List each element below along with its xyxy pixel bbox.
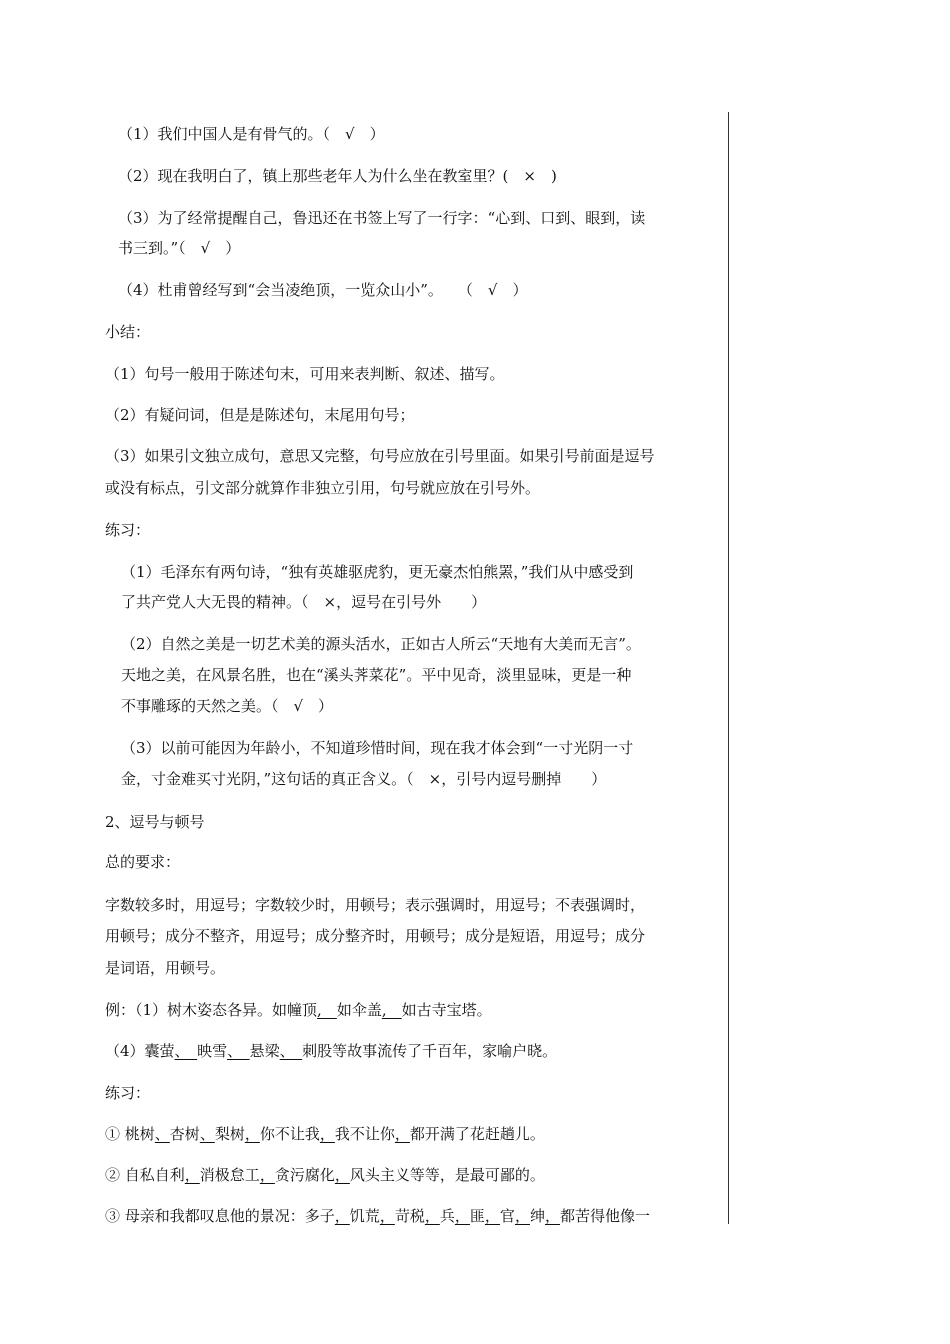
q3-mark: ， — [544, 1207, 560, 1225]
p1-ex2-line3: 不事雕琢的天然之美。（ √ ） — [121, 697, 334, 715]
summary-item-3-line1: （3）如果引文独立成句，意思又完整，句号应放在引号里面。如果引号前面是逗号 — [105, 447, 655, 465]
p1-ex1-line2: 了共产党人大无畏的精神。（ ×，逗号在引号外 ） — [121, 593, 487, 611]
p2-question-1 — [105, 1124, 545, 1144]
practice2-label: 练习： — [105, 1084, 151, 1102]
s1-item-3-line1: （3）为了经常提醒自己，鲁迅还在书签上写了一行字：“心到、口到、眼到，读 — [118, 209, 646, 227]
ex4-text-a: （4）囊萤 — [105, 1042, 175, 1060]
practice1-label: 练习： — [105, 521, 151, 539]
ex1-blank-1: , — [317, 1001, 337, 1019]
p1-ex2-line2: 天地之美，在风景名胜，也在“溪头荠菜花”。平中见奇，淡里显味，更是一种 — [121, 666, 632, 684]
q3-seg: 官 — [499, 1207, 515, 1225]
ex4-blank-1: 、 — [174, 1042, 198, 1060]
summary-item-2: （2）有疑问词，但是是陈述句，末尾用句号； — [105, 406, 415, 424]
q1-seg: 杏树 — [169, 1125, 200, 1143]
q3-seg: 都苦得他像一 — [559, 1207, 650, 1225]
ex4-blank-2: 、 — [227, 1042, 250, 1060]
q3-seg: ③ 母亲和我都叹息他的景况：多子 — [105, 1207, 335, 1225]
q1-mark: 、 — [199, 1125, 215, 1143]
summary-item-1: （1）句号一般用于陈述句末，可用来表判断、叙述、描写。 — [105, 365, 505, 383]
ex1-text-c: 如伞盖 — [336, 1001, 382, 1019]
q1-mark: ， — [319, 1125, 335, 1143]
requirements-line2: 用顿号；成分不整齐，用逗号；成分整齐时，用顿号；成分是短语，用逗号；成分 — [105, 927, 646, 945]
q1-seg: 梨树 — [214, 1125, 245, 1143]
q3-seg: 苛税 — [394, 1207, 425, 1225]
q3-mark: ， — [334, 1207, 350, 1225]
ex4-text-g: 刺股等故事流传了千百年，家喻户晓。 — [302, 1042, 558, 1060]
q2-mark: ， — [334, 1166, 350, 1184]
q1-seg: 你不让我 — [259, 1125, 320, 1143]
q3-seg: 饥荒 — [349, 1207, 380, 1225]
q2-mark: ， — [259, 1166, 275, 1184]
q2-mark: ， — [184, 1166, 200, 1184]
s1-item-3-line2: 书三到。”（ √ ） — [118, 239, 241, 257]
requirements-label: 总的要求： — [105, 853, 181, 871]
q2-seg: 风头主义等等，是最可鄙的。 — [349, 1166, 545, 1184]
p1-ex1-line1: （1）毛泽东有两句诗，“独有英雄驱虎豹，更无豪杰怕熊罴，”我们从中感受到 — [121, 563, 634, 581]
ex1-blank-2: , — [381, 1001, 402, 1019]
q3-seg: 绅 — [529, 1207, 545, 1225]
s1-item-1: （1）我们中国人是有骨气的。（ √ ） — [118, 125, 385, 143]
p1-ex2-line1: （2）自然之美是一切艺术美的源头活水，正如古人所云“天地有大美而无言”。 — [121, 635, 641, 653]
p1-ex3-line2: 金，寸金难买寸光阴，”这句话的真正含义。（ ×，引号内逗号删掉 ） — [121, 770, 607, 788]
q1-seg: 都开满了花赶趟儿。 — [409, 1125, 545, 1143]
q2-seg: ② 自私自利 — [105, 1166, 185, 1184]
requirements-line3: 是词语，用顿号。 — [105, 959, 226, 977]
q3-mark: ， — [514, 1207, 530, 1225]
summary-label: 小结： — [105, 323, 151, 341]
ex4-blank-3: 、 — [279, 1042, 303, 1060]
s1-item-4: （4）杜甫曾经写到“会当凌绝顶，一览众山小”。 （ √ ） — [118, 281, 528, 299]
q3-seg: 兵 — [439, 1207, 455, 1225]
ex4-text-e: 悬梁 — [249, 1042, 280, 1060]
q3-mark: ， — [454, 1207, 470, 1225]
requirements-line1: 字数较多时，用逗号；字数较少时，用顿号；表示强调时，用逗号；不表强调时， — [105, 896, 646, 914]
summary-item-3-line2: 或没有标点，引文部分就算作非独立引用，句号就应放在引号外。 — [105, 479, 541, 497]
q1-mark: ， — [244, 1125, 260, 1143]
q1-seg: 我不让你 — [334, 1125, 395, 1143]
q2-seg: 消极怠工 — [199, 1166, 260, 1184]
q1-seg: ① 桃树 — [105, 1125, 155, 1143]
example-4 — [105, 1041, 557, 1061]
p2-question-2 — [105, 1165, 545, 1185]
section2-heading: 2、逗号与顿号 — [105, 813, 205, 831]
q3-seg: 匪 — [469, 1207, 485, 1225]
example-1 — [105, 1000, 492, 1020]
margin-rule — [728, 112, 729, 1224]
s1-item-2: （2）现在我明白了，镇上那些老年人为什么坐在教室里？( × ) — [118, 167, 557, 185]
ex1-text-a: 例：（1）树木姿态各异。如幢顶 — [105, 1001, 318, 1019]
q1-mark: ， — [394, 1125, 410, 1143]
q3-mark: ， — [379, 1207, 395, 1225]
q3-mark: ， — [484, 1207, 500, 1225]
q3-mark: ， — [424, 1207, 440, 1225]
ex4-text-c: 映雪 — [197, 1042, 228, 1060]
ex1-text-e: 如古寺宝塔。 — [401, 1001, 492, 1019]
q1-mark: 、 — [154, 1125, 170, 1143]
p1-ex3-line1: （3）以前可能因为年龄小，不知道珍惜时间，现在我才体会到“一寸光阴一寸 — [121, 739, 634, 757]
p2-question-3 — [105, 1206, 650, 1226]
q2-seg: 贪污腐化 — [274, 1166, 335, 1184]
